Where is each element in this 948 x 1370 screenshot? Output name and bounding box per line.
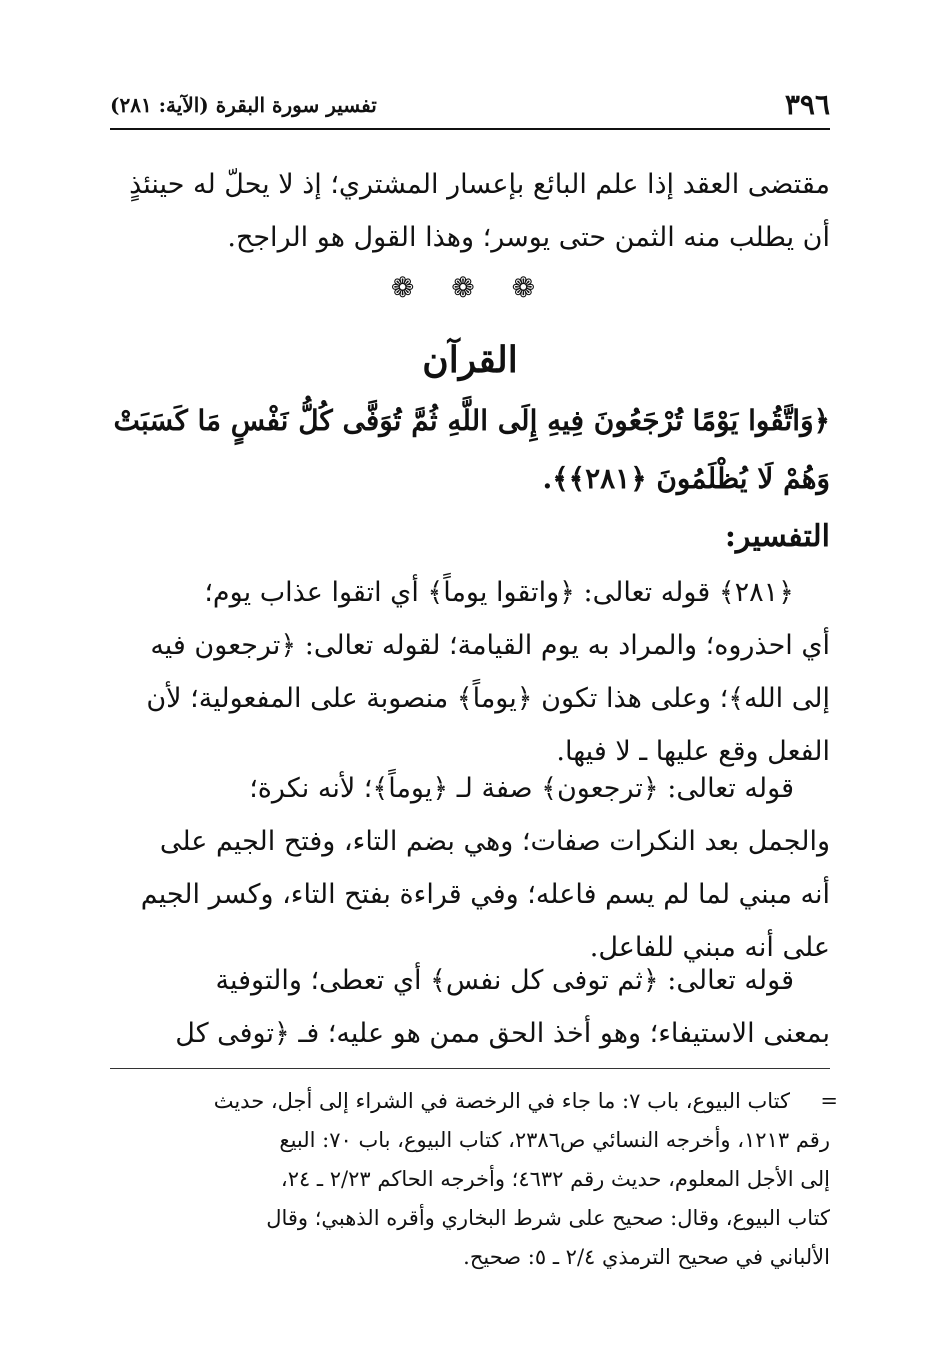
footnote-continuation-marker: = (820, 1089, 838, 1113)
footnote-rule (110, 1068, 830, 1069)
text-line: والجمل بعد النكرات صفات؛ وهي بضم التاء، وفتح الجيم على (159, 826, 830, 857)
text-line: أن يطلب منه الثمن حتى يوسر؛ وهذا القول هو الراجح. (227, 222, 830, 253)
text-line: إلى الله﴾؛ وعلى هذا تكون ﴿يوماً﴾ منصوبة على المفعولية؛ لأن (146, 683, 830, 714)
paragraph-2 (110, 762, 830, 974)
text-line: الفعل وقع عليها ـ لا فيها. (556, 736, 830, 767)
text-line: قوله تعالى: ﴿ترجعون﴾ صفة لـ ﴿يوماً﴾؛ لأنه نكرة؛ (249, 773, 794, 804)
tafsir-heading: التفسير: (724, 519, 830, 554)
footnote-line: الألباني في صحيح الترمذي ٢/٤ ـ ٥: صحيح. (463, 1245, 830, 1269)
section-separator: ❁ ❁ ❁ (390, 271, 550, 304)
paragraph-1 (110, 566, 830, 778)
header-rule (110, 128, 830, 130)
page-header (110, 88, 830, 122)
text-line: أي احذروه؛ والمراد به يوم القيامة؛ لقوله تعالى: ﴿ترجعون فيه (150, 630, 830, 661)
footnote-line: كتاب البيوع، باب ٧: ما جاء في الرخصة في الشراء إلى أجل، حديث (213, 1089, 790, 1113)
text-line: أنه مبني لما لم يسم فاعله؛ وفي قراءة بفتح التاء، وكسر الجيم (140, 879, 830, 910)
text-line: قوله تعالى: ﴿ثم توفى كل نفس﴾ أي تعطى؛ والتوفية (215, 965, 794, 996)
text-line: بمعنى الاستيفاء؛ وهو أخذ الحق ممن هو عليه؛ فـ ﴿توفى كل (175, 1018, 830, 1049)
footnote-line: رقم ١٢١٣، وأخرجه النسائي ص٢٣٨٦، كتاب البيوع، باب ٧٠: البيع (279, 1128, 830, 1152)
page-number: ٣٩٦ (784, 88, 830, 121)
running-title: تفسير سورة البقرة (الآية: ٢٨١) (110, 93, 377, 117)
text-line: مقتضى العقد إذا علم البائع بإعسار المشتري؛ إذ لا يحلّ له حينئذٍ (129, 169, 830, 200)
section-title: القرآن (422, 339, 518, 381)
text-line: ﴿٢٨١﴾ قوله تعالى: ﴿واتقوا يوماً﴾ أي اتقوا عذاب يوم؛ (204, 577, 794, 608)
text-line: على أنه مبني للفاعل. (589, 932, 830, 963)
intro-paragraph (110, 158, 830, 264)
quran-verse (110, 392, 830, 508)
paragraph-3 (110, 954, 830, 1060)
footnotes (110, 1082, 830, 1277)
footnote-line: إلى الأجل المعلوم، حديث رقم ٤٦٣٢؛ وأخرجه الحاكم ٢/٢٣ ـ ٢٤، (280, 1167, 830, 1191)
verse-line: وَهُمْ لَا يُظْلَمُونَ ﴿٢٨١﴾﴾. (542, 462, 830, 495)
verse-line: ﴿وَاتَّقُوا يَوْمًا تُرْجَعُونَ فِيهِ إِلَى اللَّهِ ثُمَّ تُوَفَّى كُلُّ نَفْسٍ مَا كَسَبَتْ (113, 404, 830, 437)
footnote-line: كتاب البيوع، وقال: صحيح على شرط البخاري وأقره الذهبي؛ وقال (266, 1206, 830, 1230)
